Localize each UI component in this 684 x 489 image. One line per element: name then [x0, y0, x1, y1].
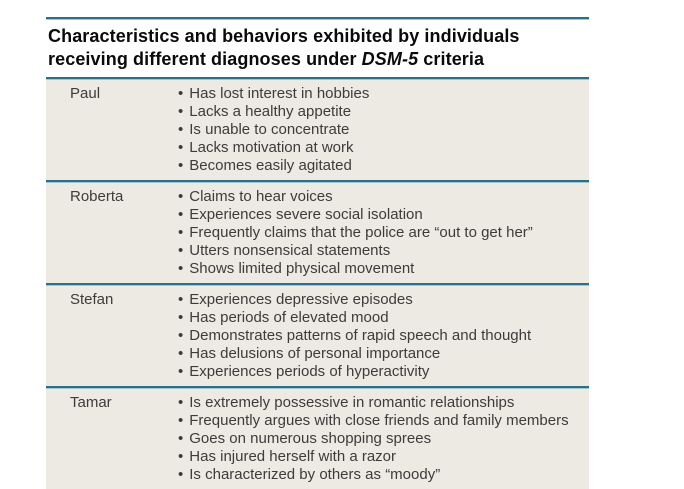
- bullet-icon: •: [178, 206, 184, 223]
- behavior-item: [178, 157, 369, 175]
- behavior-text: Experiences periods of hyperactivity: [189, 363, 430, 380]
- bullet-icon: •: [178, 345, 184, 362]
- behavior-text: Utters nonsensical statements: [189, 242, 391, 259]
- behavior-text: Has injured herself with a razor: [189, 448, 397, 465]
- bullet-icon: •: [178, 309, 184, 326]
- bullet-icon: •: [178, 327, 184, 344]
- behavior-item: [178, 448, 569, 466]
- bullet-icon: •: [178, 242, 184, 259]
- behavior-item: [178, 103, 369, 121]
- behavior-text: Has lost interest in hobbies: [189, 85, 370, 102]
- behavior-text: Has periods of elevated mood: [189, 309, 389, 326]
- behavior-item: [178, 224, 533, 242]
- bullet-icon: •: [178, 121, 184, 138]
- table-row-stefan: [46, 286, 589, 386]
- top-rule: [46, 17, 589, 19]
- behavior-text: Is characterized by others as “moody”: [189, 466, 441, 483]
- behavior-item: [178, 85, 369, 103]
- behavior-item: [178, 466, 569, 484]
- behavior-item: [178, 188, 533, 206]
- behavior-item: [178, 242, 533, 260]
- behavior-item: [178, 206, 533, 224]
- person-name: Roberta: [70, 188, 124, 205]
- behavior-text: Frequently argues with close friends and family members: [189, 412, 569, 429]
- behavior-text: Lacks a healthy appetite: [189, 103, 352, 120]
- behavior-item: [178, 260, 533, 278]
- title-dsm5-italic: DSM-5: [361, 49, 419, 69]
- bullet-icon: •: [178, 466, 184, 483]
- table-row-roberta: [46, 183, 589, 283]
- behavior-text: Has delusions of personal importance: [189, 345, 441, 362]
- row-divider-rule: [46, 180, 589, 182]
- behavior-item: [178, 291, 531, 309]
- behavior-item: [178, 363, 531, 381]
- behavior-list: [178, 85, 369, 175]
- behavior-text: Demonstrates patterns of rapid speech and thought: [189, 327, 532, 344]
- behavior-item: [178, 345, 531, 363]
- bullet-icon: •: [178, 85, 184, 102]
- behavior-list: [178, 394, 569, 484]
- behavior-item: [178, 412, 569, 430]
- person-name: Paul: [70, 85, 101, 102]
- behavior-item: [178, 139, 369, 157]
- bullet-icon: •: [178, 260, 184, 277]
- behavior-item: [178, 309, 531, 327]
- row-divider-rule: [46, 386, 589, 388]
- behavior-text: Claims to hear voices: [189, 188, 333, 205]
- bullet-icon: •: [178, 139, 184, 156]
- title-line-1: Characteristics and behaviors exhibited by individuals: [48, 26, 520, 46]
- behavior-text: Lacks motivation at work: [189, 139, 354, 156]
- bullet-icon: •: [178, 224, 184, 241]
- behavior-list: [178, 188, 533, 278]
- behavior-text: Experiences depressive episodes: [189, 291, 413, 308]
- behavior-item: [178, 430, 569, 448]
- bullet-icon: •: [178, 448, 184, 465]
- bullet-icon: •: [178, 412, 184, 429]
- behavior-text: Is unable to concentrate: [189, 121, 350, 138]
- bullet-icon: •: [178, 394, 184, 411]
- row-divider-rule: [46, 283, 589, 285]
- title-line-2-prefix: receiving different diagnoses under: [48, 49, 362, 69]
- bullet-icon: •: [178, 430, 184, 447]
- table-title: [46, 20, 589, 77]
- behavior-item: [178, 327, 531, 345]
- person-name: Stefan: [70, 291, 114, 308]
- person-name: Tamar: [70, 394, 112, 411]
- behavior-item: [178, 394, 569, 412]
- behavior-list: [178, 291, 531, 381]
- behavior-text: Is extremely possessive in romantic relationships: [189, 394, 515, 411]
- title-divider-rule: [46, 77, 589, 79]
- behavior-text: Goes on numerous shopping sprees: [189, 430, 432, 447]
- behavior-text: Becomes easily agitated: [189, 157, 352, 174]
- bullet-icon: •: [178, 103, 184, 120]
- bullet-icon: •: [178, 291, 184, 308]
- title-line-2-suffix: criteria: [418, 49, 485, 69]
- bullet-icon: •: [178, 157, 184, 174]
- behavior-text: Shows limited physical movement: [189, 260, 415, 277]
- behavior-text: Frequently claims that the police are “out to get her”: [189, 224, 533, 241]
- behavior-item: [178, 121, 369, 139]
- dsm5-characteristics-table: [46, 17, 589, 489]
- table-row-tamar: [46, 389, 589, 489]
- behavior-text: Experiences severe social isolation: [189, 206, 423, 223]
- bullet-icon: •: [178, 188, 184, 205]
- table-row-paul: [46, 80, 589, 180]
- bullet-icon: •: [178, 363, 184, 380]
